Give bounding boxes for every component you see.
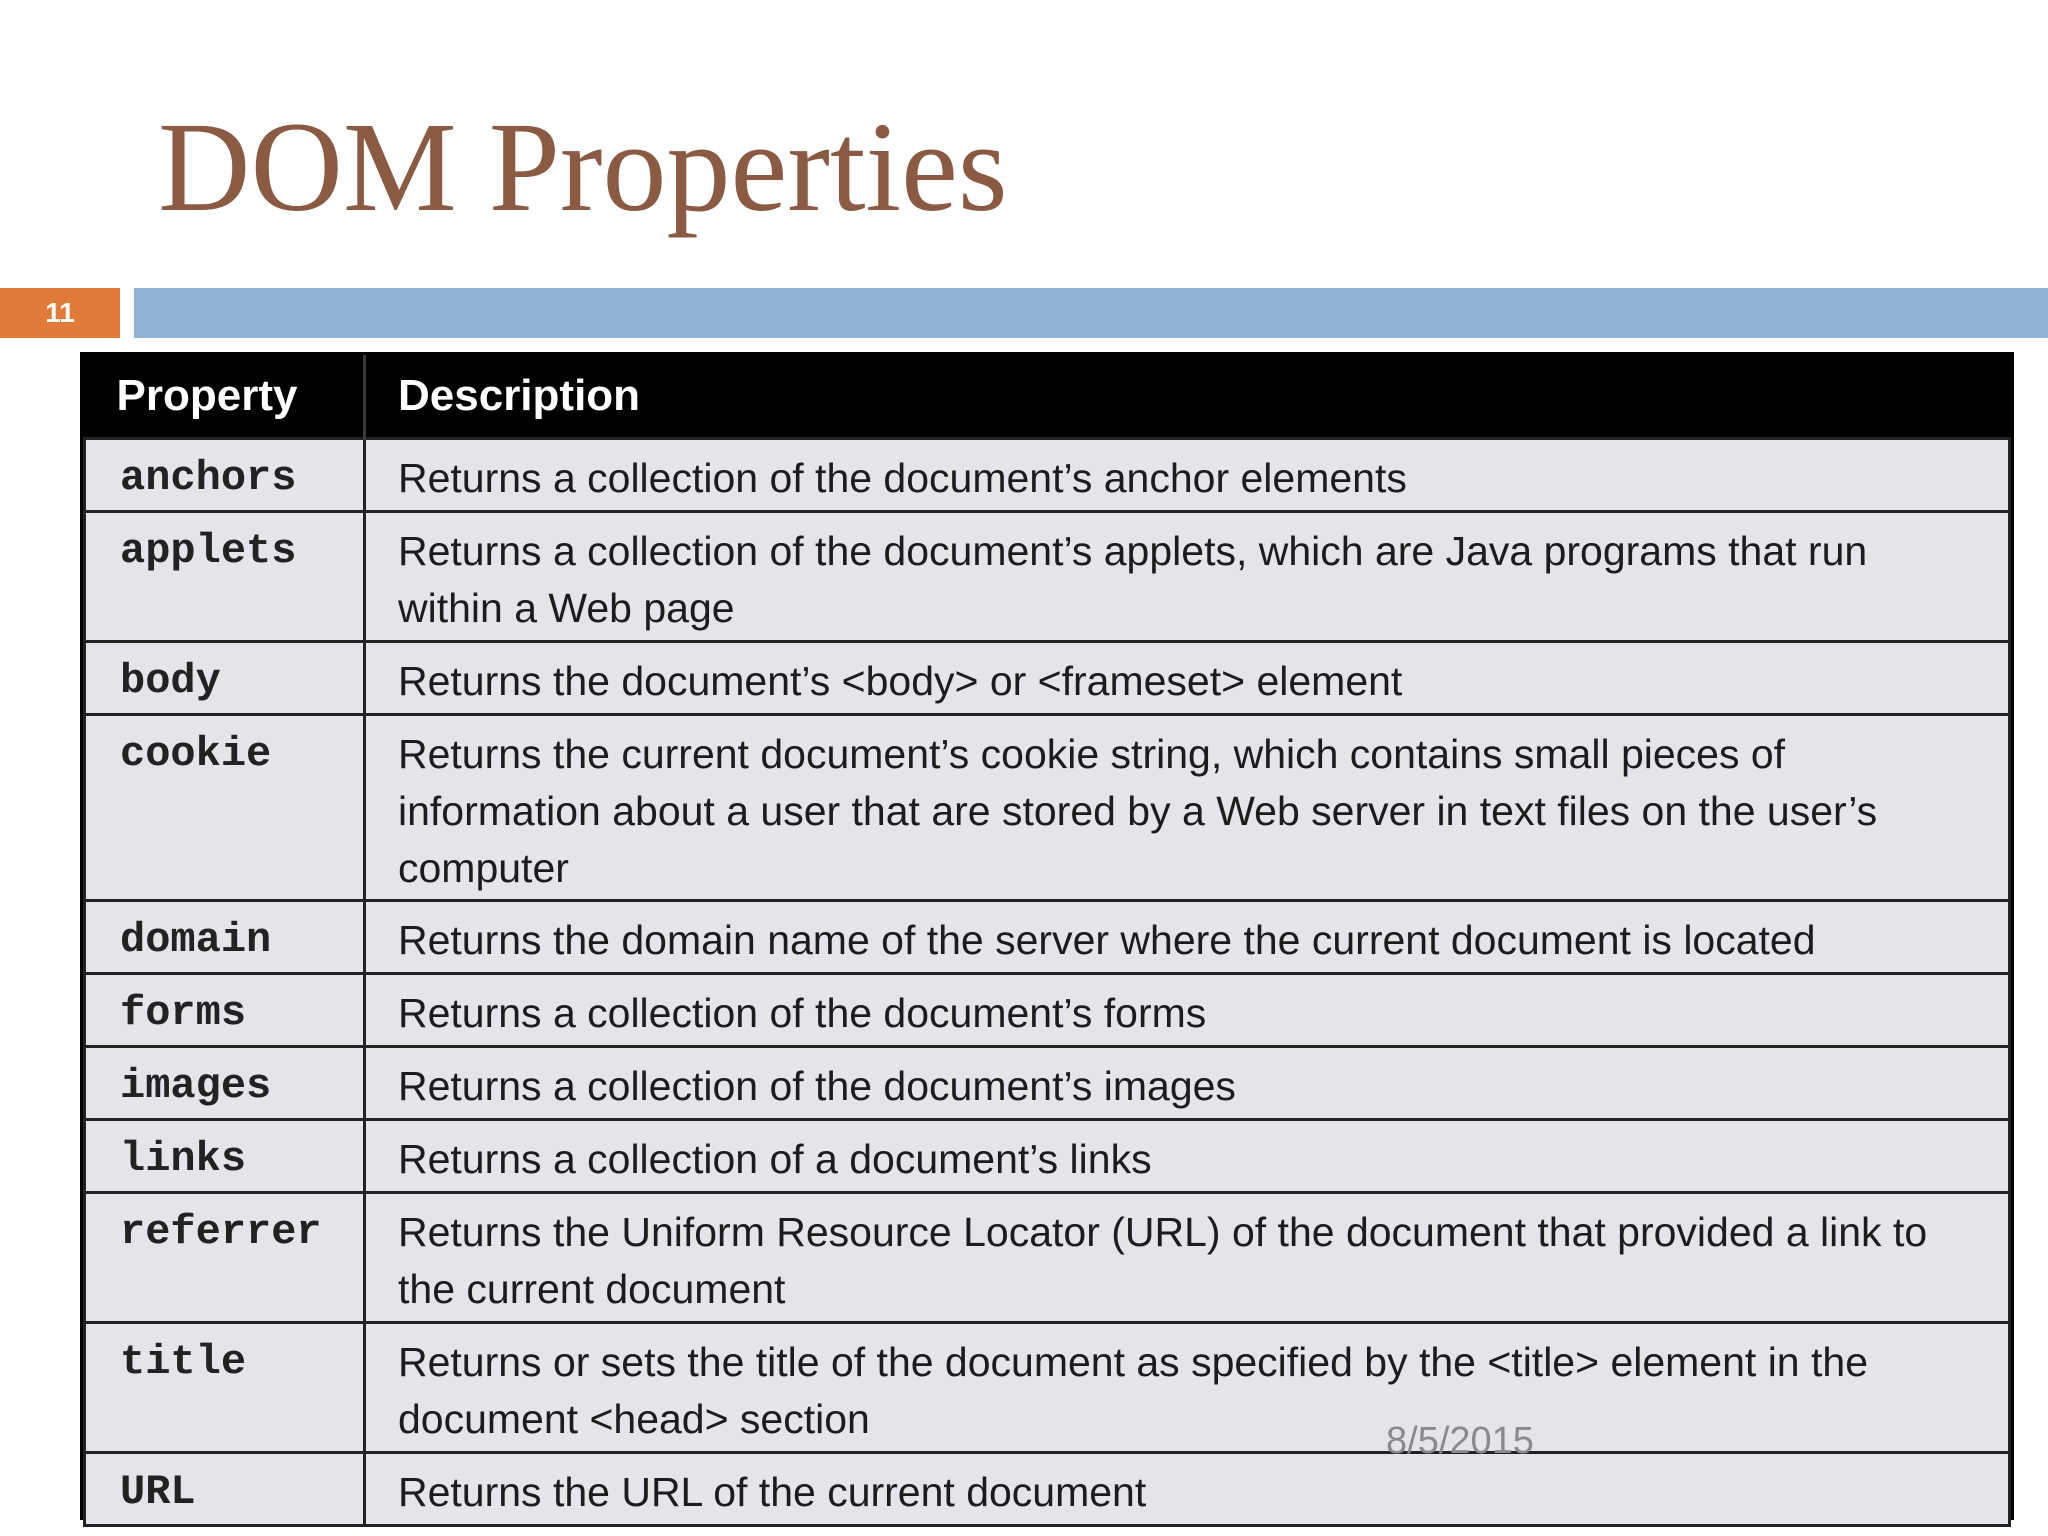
property-cell: applets xyxy=(85,512,365,642)
property-cell: body xyxy=(85,642,365,715)
table-row xyxy=(85,1047,2010,1120)
properties-table-frame xyxy=(80,352,2014,1520)
slide-number-badge: 11 xyxy=(0,288,120,338)
table-row xyxy=(85,642,2010,715)
property-cell: URL xyxy=(85,1453,365,1526)
property-cell: referrer xyxy=(85,1193,365,1323)
dom-properties-table xyxy=(83,355,2011,1527)
description-cell: Returns the Uniform Resource Locator (URL) of the document that provided a link to the current document xyxy=(365,1193,2010,1323)
description-cell: Returns a collection of the document’s images xyxy=(365,1047,2010,1120)
slide-date: 8/5/2015 xyxy=(1386,1420,1534,1462)
table-header-row xyxy=(85,355,2010,439)
property-cell: cookie xyxy=(85,715,365,901)
accent-bar xyxy=(134,288,2048,338)
property-cell: forms xyxy=(85,974,365,1047)
table-row xyxy=(85,1120,2010,1193)
property-cell: anchors xyxy=(85,439,365,512)
table-row xyxy=(85,1323,2010,1453)
table-row xyxy=(85,974,2010,1047)
property-cell: title xyxy=(85,1323,365,1453)
description-cell: Returns the current document’s cookie string, which contains small pieces of information about a user that are stored by a Web server in text files on the user’s computer xyxy=(365,715,2010,901)
table-row xyxy=(85,901,2010,974)
header-property: Property xyxy=(85,355,365,439)
description-cell: Returns a collection of a document’s links xyxy=(365,1120,2010,1193)
table-row xyxy=(85,715,2010,901)
description-cell: Returns the document’s <body> or <frameset> element xyxy=(365,642,2010,715)
property-cell: domain xyxy=(85,901,365,974)
table-row xyxy=(85,439,2010,512)
slide-title: DOM Properties xyxy=(158,96,1008,238)
description-cell: Returns the URL of the current document xyxy=(365,1453,2010,1526)
description-cell: Returns a collection of the document’s forms xyxy=(365,974,2010,1047)
description-cell: Returns the domain name of the server where the current document is located xyxy=(365,901,2010,974)
property-cell: images xyxy=(85,1047,365,1120)
description-cell: Returns a collection of the document’s anchor elements xyxy=(365,439,2010,512)
table-row xyxy=(85,512,2010,642)
table-row xyxy=(85,1453,2010,1526)
description-cell: Returns a collection of the document’s applets, which are Java programs that run within a Web page xyxy=(365,512,2010,642)
property-cell: links xyxy=(85,1120,365,1193)
header-description: Description xyxy=(365,355,2010,439)
description-cell: Returns or sets the title of the document as specified by the <title> element in the document <head> section xyxy=(365,1323,2010,1453)
table-row xyxy=(85,1193,2010,1323)
